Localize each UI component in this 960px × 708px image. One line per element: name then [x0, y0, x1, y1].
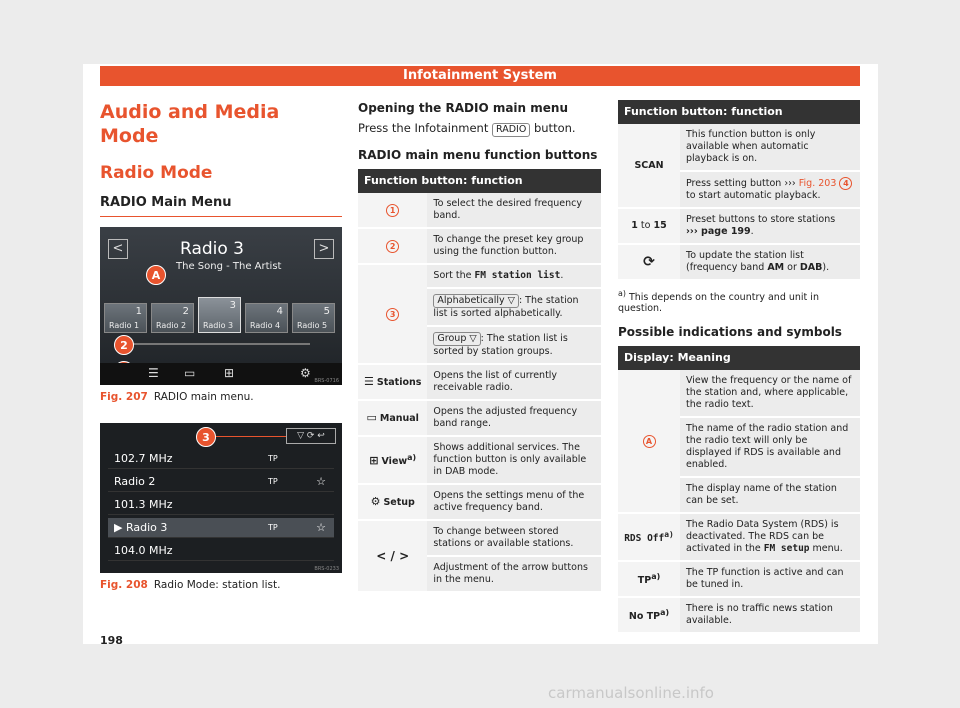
preset-button: 5 Radio 5 [292, 303, 335, 333]
footnote: $^{a)}$ This depends on the country and unit in question. [618, 289, 819, 315]
table-row: Group ▽ : The station list is sorted by station groups. [358, 326, 601, 364]
table-row: SCAN This function button is only available when automatic playback is on. [618, 124, 860, 171]
arrow-left-icon: < [108, 239, 128, 259]
function-buttons-table [358, 169, 601, 593]
preset-button: 4 Radio 4 [245, 303, 288, 333]
page-subtitle: Radio Mode [100, 163, 213, 183]
table-row: 3 Sort the FM station list. [358, 264, 601, 288]
arrow-buttons-key: < / > [358, 520, 427, 592]
watermark: carmanualsonline.info [548, 684, 714, 702]
refresh-icon: ⟳ [618, 244, 680, 280]
function-buttons-table-continued [618, 100, 860, 281]
table-row: The display name of the station can be set. [618, 477, 860, 513]
figure-caption: Fig. 208 Radio Mode: station list. [100, 579, 281, 591]
station-row: 101.3 MHz [108, 495, 334, 515]
table-row: ⊞ View$^{a)}$ Shows additional services. The function button is only available in DAB mode. [358, 436, 601, 484]
callout-3: 3 [196, 427, 216, 447]
callout-a: A [146, 265, 166, 285]
radio-key: RADIO [492, 123, 530, 137]
screen-function-bar [100, 363, 342, 385]
preset-group-indicator [130, 343, 310, 345]
section-header: Infotainment System [100, 66, 860, 86]
figure-id: BRS-0716 [314, 378, 339, 384]
figure-id: BRS-0233 [314, 566, 339, 572]
table-row: Alphabetically ▽ : The station list is sorted alphabetically. [358, 288, 601, 326]
station-row: 102.7 MHz TP [108, 449, 334, 469]
right-column [618, 100, 860, 634]
table-row: 1 to 15 Preset buttons to store stations ››› page 199. [618, 208, 860, 244]
display-meaning-table [618, 346, 860, 634]
table-row: Adjustment of the arrow buttons in the menu. [358, 556, 601, 592]
table-row: ⚙ Setup Opens the settings menu of the active frequency band. [358, 484, 601, 520]
preset-button-selected: 3 Radio 3 [198, 297, 241, 333]
table-row: 1 To select the desired frequency band. [358, 193, 601, 228]
opening-heading: Opening the RADIO main menu [358, 101, 568, 115]
callout-line [216, 436, 286, 437]
table-row: 2 To change the preset key group using the function button. [358, 228, 601, 264]
station-row: 104.0 MHz [108, 541, 334, 561]
table-row: < / > To change between stored stations or available stations. [358, 520, 601, 556]
preset-button: 2 Radio 2 [151, 303, 194, 333]
table-row: Press setting button ››› Fig. 203 4 to start automatic playback. [618, 171, 860, 208]
screen-song-artist: The Song - The Artist [176, 261, 282, 272]
table-row: ▭ Manual Opens the adjusted frequency band range. [358, 400, 601, 436]
table-header: Display: Meaning [618, 346, 860, 370]
table-row: ⟳ To update the station list (frequency band AM or DAB). [618, 244, 860, 280]
manual-icon: ▭ [366, 410, 377, 424]
table-header: Function button: function [358, 169, 601, 193]
table-row: RDS Off$^{a)}$ The Radio Data System (RDS) is deactivated. The RDS can be activated in the FM setup menu. [618, 513, 860, 561]
symbols-title: Possible indications and symbols [618, 325, 842, 340]
gear-icon: ⚙ [370, 494, 381, 508]
figure-caption: Fig. 207 RADIO main menu. [100, 391, 254, 403]
table-row: ☰ Stations Opens the list of currently receivable radio. [358, 364, 601, 400]
figure-station-list [100, 423, 342, 573]
middle-column [358, 100, 601, 593]
table-title: RADIO main menu function buttons [358, 148, 598, 162]
station-row: Radio 2 TP ☆ [108, 472, 334, 492]
table-row: TP$^{a)}$ The TP function is active and can be tuned in. [618, 561, 860, 597]
figure-radio-main-menu [100, 227, 342, 385]
setup-icon: ⚙ [300, 366, 311, 380]
callout-2: 2 [114, 335, 134, 355]
preset-button: 1 Radio 1 [104, 303, 147, 333]
opening-instruction: Press the Infotainment RADIO button. [358, 121, 576, 135]
table-row: No TP$^{a)}$ There is no traffic news station available. [618, 597, 860, 633]
list-icon: ☰ [364, 374, 374, 388]
list-controls-icon: ▽ ⟳ ↩ [286, 428, 336, 444]
table-row: A View the frequency or the name of the station and, where applicable, the radio text. [618, 370, 860, 417]
stations-list-icon: ☰ [148, 366, 159, 380]
manual-icon: ▭ [184, 366, 196, 380]
view-icon: ⊞ [369, 454, 379, 468]
table-header: Function button: function [618, 100, 860, 124]
section-heading: RADIO Main Menu [100, 194, 342, 217]
screen-station-title: Radio 3 [180, 239, 244, 259]
arrow-right-icon: > [314, 239, 334, 259]
table-row: The name of the radio station and the radio text will only be displayed if RDS is available and enabled. [618, 417, 860, 477]
page-number: 198 [100, 634, 123, 647]
page-title: Audio and Media Mode [100, 101, 280, 147]
left-column [100, 100, 342, 611]
view-icon: ⊞ [224, 366, 235, 380]
station-row-selected: ▶ Radio 3 TP ☆ [108, 518, 334, 538]
